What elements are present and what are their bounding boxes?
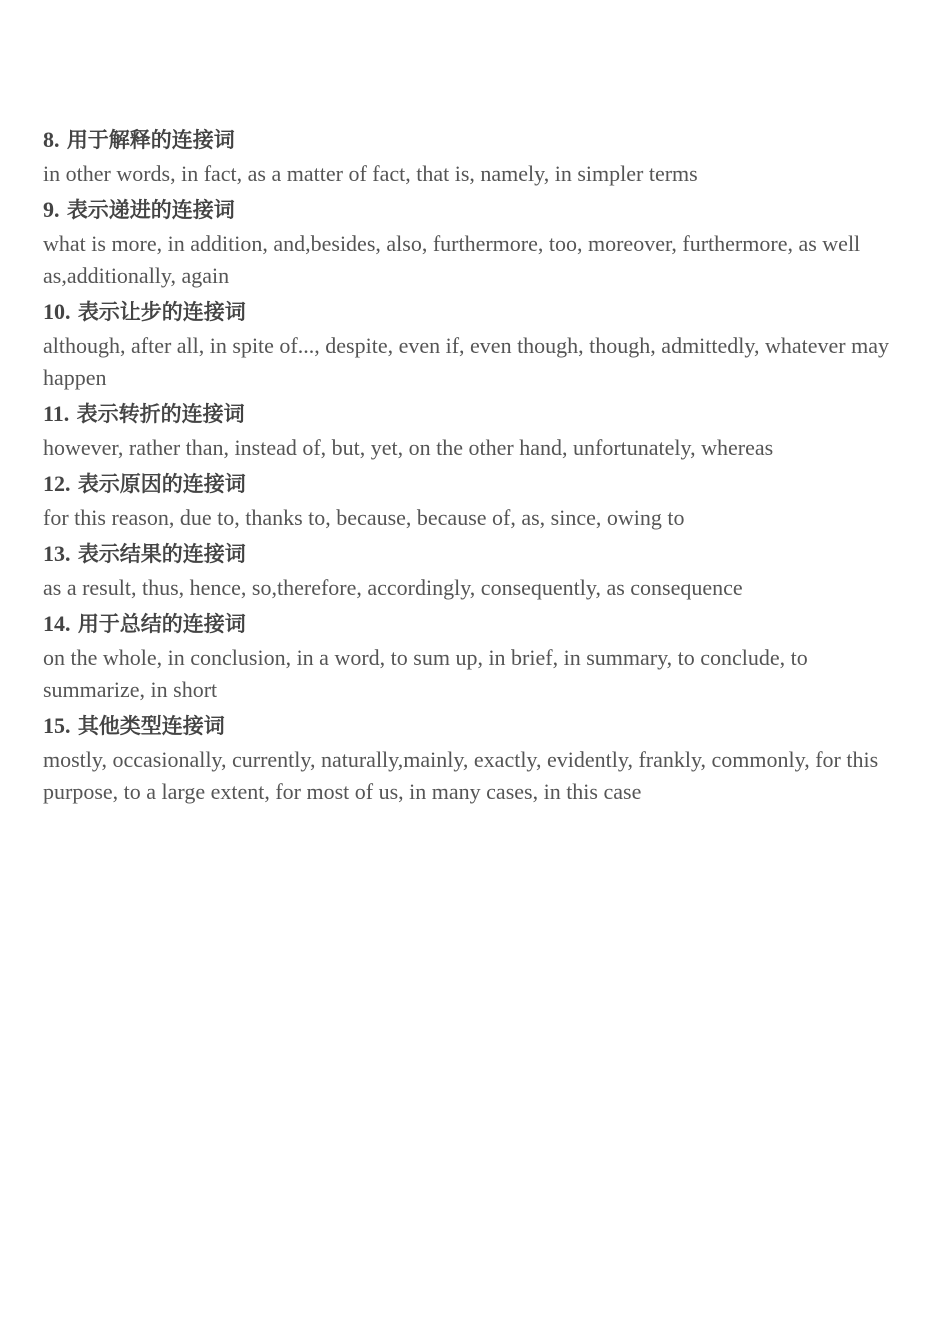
section-heading [43,538,903,572]
section-number: 11. [43,401,70,426]
document-page [43,124,903,812]
section-heading [43,194,903,228]
section-heading [43,398,903,432]
section-12 [43,468,903,534]
section-heading [43,468,903,502]
section-title: 表示转折的连接词 [76,402,245,426]
section-number: 15. [43,713,71,738]
section-title: 用于解释的连接词 [66,128,235,152]
section-11 [43,398,903,464]
section-title: 表示结果的连接词 [77,542,246,566]
section-title: 表示原因的连接词 [77,472,246,496]
section-14 [43,608,903,706]
section-13 [43,538,903,604]
section-8 [43,124,903,190]
section-text: for this reason, due to, thanks to, because, because of, as, since, owing to [43,505,685,530]
section-text: mostly, occasionally, currently, naturally,mainly, exactly, evidently, frankly, commonly, for this purpose, to a large extent, for most of us, in many cases, in this case [43,747,879,804]
section-15 [43,710,903,808]
section-number: 12. [43,471,71,496]
section-heading [43,608,903,642]
section-title: 用于总结的连接词 [77,612,246,636]
section-10 [43,296,903,394]
section-text: however, rather than, instead of, but, yet, on the other hand, unfortunately, whereas [43,435,774,460]
section-text: as a result, thus, hence, so,therefore, accordingly, consequently, as consequence [43,575,743,600]
section-title: 表示让步的连接词 [77,300,246,324]
section-text: although, after all, in spite of..., despite, even if, even though, though, admittedly, whatever may happen [43,333,889,390]
section-number: 14. [43,611,71,636]
section-number: 13. [43,541,71,566]
section-title: 其他类型连接词 [77,714,225,738]
section-heading [43,710,903,744]
section-text: what is more, in addition, and,besides, also, furthermore, too, moreover, furthermore, as well as,additionally, again [43,231,861,288]
section-text: on the whole, in conclusion, in a word, to sum up, in brief, in summary, to conclude, to summarize, in short [43,645,808,702]
section-number: 10. [43,299,71,324]
section-9 [43,194,903,292]
section-text: in other words, in fact, as a matter of fact, that is, namely, in simpler terms [43,161,698,186]
section-number: 9. [43,197,60,222]
section-number: 8. [43,127,60,152]
section-heading [43,296,903,330]
section-title: 表示递进的连接词 [66,198,235,222]
section-heading [43,124,903,158]
